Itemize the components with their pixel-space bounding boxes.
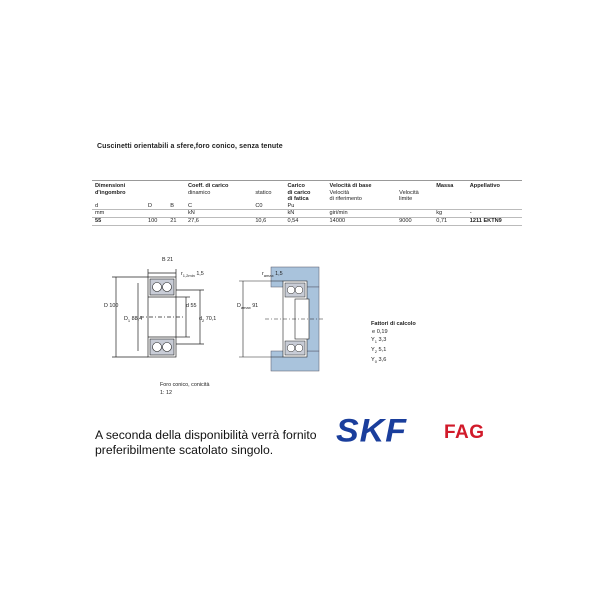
unit-cell: giri/min [327,210,397,218]
bore-label: d 55 [186,303,197,309]
symbol-cell: D [148,202,153,209]
d1-label: $D_1$ 88,4 [124,316,143,324]
symbol-cell: C0 [255,202,263,209]
mounting-drawing [235,265,325,375]
symbol-cell [396,203,433,210]
spec-table [92,181,522,226]
value-cell: 0,71 [433,217,467,225]
subheader-cell: Velocità [329,189,350,196]
unit-cell: - [467,210,522,218]
unit-cell: mm [92,210,145,218]
value-cell: 21 [167,217,185,225]
unit-cell: kN [284,210,326,218]
symbol-cell: B [170,202,174,209]
header-cell [167,181,185,190]
subheader-cell: di riferimento [329,196,362,203]
table-row [92,217,522,225]
skf-logo: SKF [336,412,407,450]
value-cell: 14000 [327,217,397,225]
symbol-cell: C [187,202,193,209]
unit-cell: kN [185,210,252,218]
factor-e: e 0,19 [372,329,388,335]
availability-line-1: A seconda della disponibilità verrà fornito [95,428,317,442]
subheader-cell: statico [255,189,272,196]
subheader-cell: dinamico [187,189,211,196]
header-cell: Velocità di base [329,183,372,189]
width-label: B 21 [162,257,174,263]
header-cell: Massa [436,183,454,189]
subheader-cell [92,196,145,203]
housing-diameter-label: $D_{amax}$ 91 [237,303,259,311]
header-cell: Carico [287,183,305,189]
symbol-cell: d [95,202,99,209]
subheader-cell [433,190,467,197]
symbol-cell [467,203,522,210]
value-cell: 55 [92,217,145,225]
unit-cell [252,210,284,218]
product-title: Cuscinetti orientabili a sfere,foro conico, senza tenute [97,143,283,150]
availability-note [95,428,317,457]
availability-line-2: preferibilmente scatolato singolo. [95,442,274,457]
factors-heading: Fattori di calcolo [371,321,416,327]
d2-label: $d_2$ 70,1 [199,316,217,324]
subheader-cell: di carico [287,189,311,196]
subheader-cell [467,196,522,203]
value-cell: 0,54 [284,217,326,225]
taper-ratio: 1: 12 [160,390,172,396]
table-subheader-row [92,190,522,197]
header-cell: Coeff. di carico [187,183,229,189]
unit-cell [145,210,167,218]
value-cell: 27,6 [185,217,252,225]
subheader-cell [167,196,185,203]
value-cell: 1211 EKTN9 [467,217,522,225]
calculation-factors [371,320,416,366]
subheader-cell [145,196,167,203]
table-header-row [92,181,522,190]
taper-note-line: Foro conico, conicità [160,382,210,388]
symbol-cell [433,203,467,210]
table-units-row [92,210,522,218]
subheader-cell [467,190,522,197]
value-cell: 100 [145,217,167,225]
header-cell [252,181,284,190]
outer-diameter-label: D 100 [104,303,119,309]
unit-cell [396,210,433,218]
factor-y0: $Y_0$ 3,6 [371,357,387,365]
header-cell [396,181,433,190]
subheader-cell: di fatica [287,196,309,203]
unit-cell: kg [433,210,467,218]
header-cell: Appellativo [469,183,500,189]
subheader-cell [252,196,284,203]
housing-fillet-label: $r_{amax}$ 1,5 [262,271,283,279]
subheader-cell: d'ingombro [95,189,126,196]
table-symbol-row [92,203,522,210]
value-cell: 9000 [396,217,433,225]
subheader-cell: Velocità [399,189,419,196]
taper-note [160,381,209,397]
subheader-cell [185,196,252,203]
header-cell [145,181,167,190]
header-cell: Dimensioni [95,183,126,189]
unit-cell [167,210,185,218]
subheader-cell [167,190,185,197]
factor-y1: $Y_1$ 3,3 [371,337,387,345]
factor-y2: $Y_2$ 5,1 [371,347,387,355]
subheader-cell [145,190,167,197]
subheader-cell [433,196,467,203]
table-subheader-row-2 [92,196,522,203]
fillet-label: $r_{1,2min}$ 1,5 [181,271,204,279]
symbol-cell: Pu [287,202,295,209]
symbol-cell [327,203,397,210]
subheader-cell: limite [399,196,413,203]
value-cell: 10,6 [252,217,284,225]
fag-logo: FAG [444,422,485,443]
